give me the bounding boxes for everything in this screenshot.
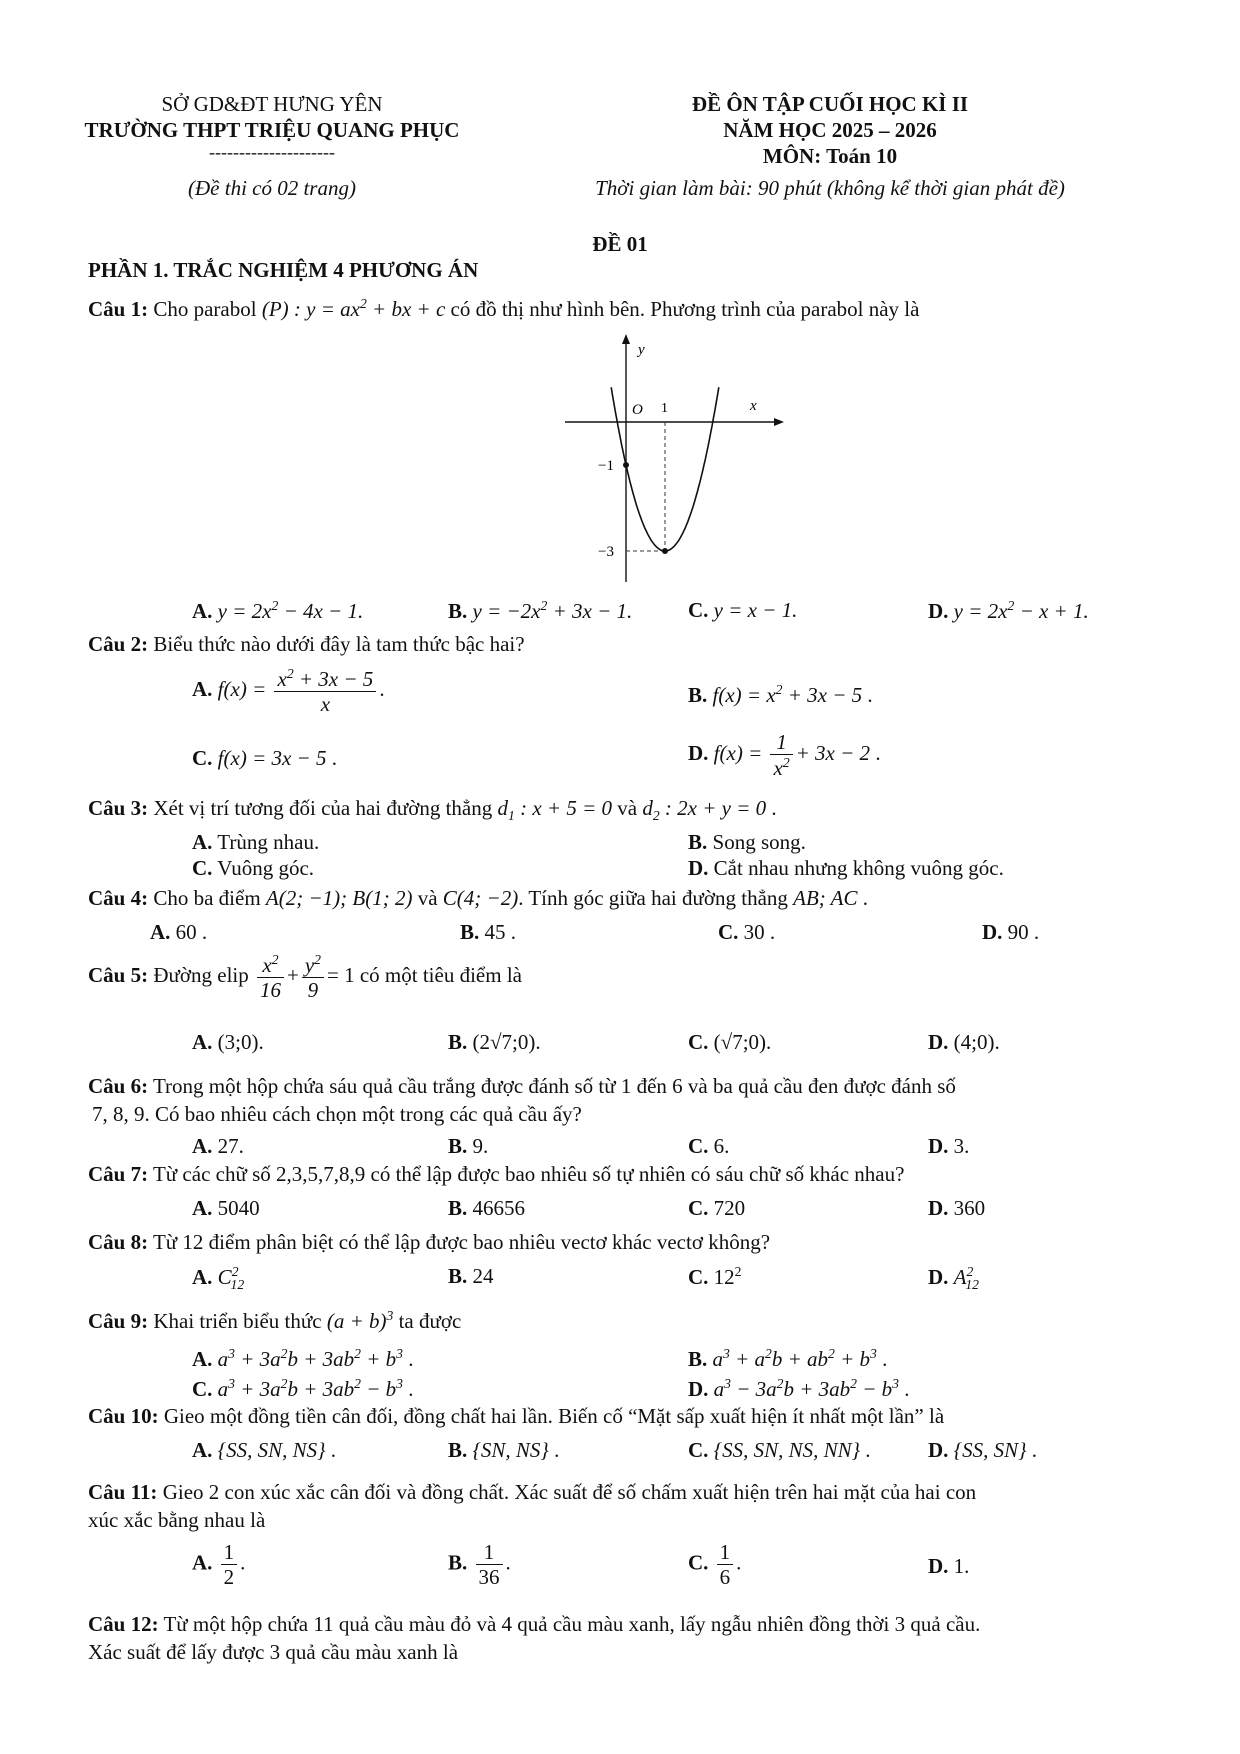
q8-option-b[interactable]: B. 24 <box>448 1264 494 1288</box>
question-11: Câu 11: Gieo 2 con xúc xắc cân đối và đồng chất. Xác suất để số chấm xuất hiện trên hai mặt của hai con <box>88 1480 977 1504</box>
question-9: Câu 9: Khai triển biểu thức $(a + b)^3$ ta được <box>88 1308 462 1333</box>
vertex-point <box>662 548 668 554</box>
q6-option-a[interactable]: A. 27. <box>192 1134 244 1158</box>
q4-option-c[interactable]: C. 30 . <box>718 920 776 944</box>
q8-option-d[interactable]: D. $A^2_{12}$ <box>928 1264 979 1293</box>
y-axis-label: y <box>638 342 645 358</box>
question-4: Câu 4: Cho ba điểm A(2; −1); B(1; 2) và C(4; −2). Tính góc giữa hai đường thẳng AB; AC . <box>88 886 869 910</box>
y-tick-label-minus-3: −3 <box>598 544 614 560</box>
q1-option-d[interactable]: D. $y = 2x^2 - x + 1$. <box>928 598 1089 623</box>
department-name: SỞ GD&ĐT HƯNG YÊN <box>161 92 383 116</box>
q3-option-b[interactable]: B. Song song. <box>688 830 806 854</box>
parabol-formula: (P) : $y = ax^2$ + bx + c <box>261 296 446 321</box>
question-8: Câu 8: Từ 12 điểm phân biệt có thể lập được bao nhiêu vectơ khác vectơ không? <box>88 1230 771 1254</box>
question-3: Câu 3: Xét vị trí tương đối của hai đường thẳng $d_1$ : x + 5 = 0 và $d_2$ : 2x + y = 0 . <box>88 796 777 824</box>
school-name: TRƯỜNG THPT TRIỆU QUANG PHỤC <box>84 118 460 142</box>
x-axis-label: x <box>750 398 757 414</box>
page-count-note: (Đề thi có 02 trang) <box>188 176 356 200</box>
q8-option-a[interactable]: A. $C^2_{12}$ <box>192 1264 245 1293</box>
school-year: NĂM HỌC 2025 – 2026 <box>723 118 937 142</box>
q3-option-d[interactable]: D. Cắt nhau nhưng không vuông góc. <box>688 856 1004 880</box>
exam-title: ĐỀ ÔN TẬP CUỐI HỌC KÌ II <box>691 92 969 116</box>
question-10: Câu 10: Gieo một đồng tiền cân đối, đồng chất hai lần. Biến cố “Mặt sấp xuất hiện ít nhất một lần” là <box>88 1404 945 1428</box>
q7-option-a[interactable]: A. 5040 <box>192 1196 260 1220</box>
q5-option-b[interactable]: B. (2√7;0). <box>448 1030 541 1054</box>
q9-option-d[interactable]: D. $a^3 - 3a^2b + 3ab^2 - b^3$ . <box>688 1376 910 1401</box>
q4-option-a[interactable]: A. 60 . <box>150 920 208 944</box>
q10-option-d[interactable]: D. {SS, SN} . <box>928 1438 1037 1462</box>
y-tick-label-minus-1: −1 <box>598 458 614 474</box>
q11-option-d[interactable]: D. 1. <box>928 1554 970 1578</box>
question-label: Câu 1: <box>88 297 149 321</box>
q2-option-a[interactable]: A. f(x) = $\frac{x^2 + 3x - 5}{x}$ . <box>192 666 385 717</box>
q10-option-c[interactable]: C. {SS, SN, NS, NN} . <box>688 1438 871 1462</box>
q10-option-b[interactable]: B. {SN, NS} . <box>448 1438 560 1462</box>
q6-option-d[interactable]: D. 3. <box>928 1134 970 1158</box>
q1-option-a[interactable]: A. $y = 2x^2 - 4x - 1$. <box>192 598 364 623</box>
q5-option-a[interactable]: A. (3;0). <box>192 1030 264 1054</box>
q5-option-d[interactable]: D. (4;0). <box>928 1030 1000 1054</box>
section-title: PHẦN 1. TRẮC NGHIỆM 4 PHƯƠNG ÁN <box>88 258 479 282</box>
q11-option-c[interactable]: C. $\frac{1}{6}$ . <box>688 1540 742 1590</box>
question-12-line-2: Xác suất để lấy được 3 quả cầu màu xanh là <box>88 1640 459 1664</box>
subject: MÔN: Toán 10 <box>762 144 898 168</box>
question-6-line-2: 7, 8, 9. Có bao nhiêu cách chọn một trong các quả cầu ấy? <box>92 1102 582 1126</box>
q7-option-d[interactable]: D. 360 <box>928 1196 986 1220</box>
q2-option-d[interactable]: D. f(x) = $\frac{1}{x^2}$ + 3x − 2 . <box>688 730 881 781</box>
q4-option-d[interactable]: D. 90 . <box>982 920 1040 944</box>
q7-option-b[interactable]: B. 46656 <box>448 1196 526 1220</box>
q4-option-b[interactable]: B. 45 . <box>460 920 517 944</box>
q6-option-c[interactable]: C. 6. <box>688 1134 730 1158</box>
q3-option-c[interactable]: C. Vuông góc. <box>192 856 315 880</box>
time-note: Thời gian làm bài: 90 phút (không kể thời gian phát đề) <box>595 176 1065 200</box>
q5-option-c[interactable]: C. (√7;0). <box>688 1030 772 1054</box>
question-12: Câu 12: Từ một hộp chứa 11 quả cầu màu đỏ và 4 quả cầu màu xanh, lấy ngẫu nhiên đồng thời 3 quả cầu. <box>88 1612 981 1636</box>
q7-option-c[interactable]: C. 720 <box>688 1196 746 1220</box>
origin-label: O <box>632 402 643 418</box>
q8-option-c[interactable]: C. $12^2$ <box>688 1264 742 1289</box>
x-tick-label: 1 <box>661 401 668 416</box>
question-1: Câu 1: Cho parabol (P) : $y = ax^2$ + bx + c có đồ thị như hình bên. Phương trình của parabol này là <box>88 296 920 321</box>
question-2: Câu 2: Biểu thức nào dưới đây là tam thức bậc hai? <box>88 632 525 656</box>
question-7: Câu 7: Từ các chữ số 2,3,5,7,8,9 có thể lập được bao nhiêu số tự nhiên có sáu chữ số khác nhau? <box>88 1162 905 1186</box>
q1-option-c[interactable]: C. y = x − 1. <box>688 598 798 622</box>
q3-option-a[interactable]: A. Trùng nhau. <box>192 830 320 854</box>
q2-option-b[interactable]: B. $f(x) = x^2 + 3x - 5$ . <box>688 682 873 707</box>
q9-option-a[interactable]: A. $a^3 + 3a^2b + 3ab^2 + b^3$ . <box>192 1346 414 1371</box>
question-6: Câu 6: Trong một hộp chứa sáu quả cầu trắng được đánh số từ 1 đến 6 và ba quả cầu đen được đánh số <box>88 1074 956 1098</box>
q6-option-b[interactable]: B. 9. <box>448 1134 489 1158</box>
y-axis-arrow-icon <box>622 334 630 344</box>
x-axis-arrow-icon <box>774 418 784 426</box>
q9-option-b[interactable]: B. $a^3 + a^2b + ab^2 + b^3$ . <box>688 1346 888 1371</box>
question-11-line-2: xúc xắc bằng nhau là <box>88 1508 266 1532</box>
q10-option-a[interactable]: A. {SS, SN, NS} . <box>192 1438 336 1462</box>
q2-option-c[interactable]: C. f(x) = 3x − 5 . <box>192 746 337 770</box>
q1-option-b[interactable]: B. $y = -2x^2 + 3x - 1$. <box>448 598 633 623</box>
q11-option-b[interactable]: B. $\frac{1}{36}$ . <box>448 1540 511 1590</box>
parabola-graph <box>560 332 790 587</box>
question-5: Câu 5: Đường elip $\frac{x^2}{16}$ + $\frac{y^2}{9}$ = 1 có một tiêu điểm là <box>88 952 522 1003</box>
exam-code: ĐỀ 01 <box>592 232 648 256</box>
y-intercept-point <box>623 462 629 468</box>
q11-option-a[interactable]: A. $\frac{1}{2}$ . <box>192 1540 246 1590</box>
q9-option-c[interactable]: C. $a^3 + 3a^2b + 3ab^2 - b^3$ . <box>192 1376 414 1401</box>
header-divider: --------------------- <box>209 142 335 162</box>
